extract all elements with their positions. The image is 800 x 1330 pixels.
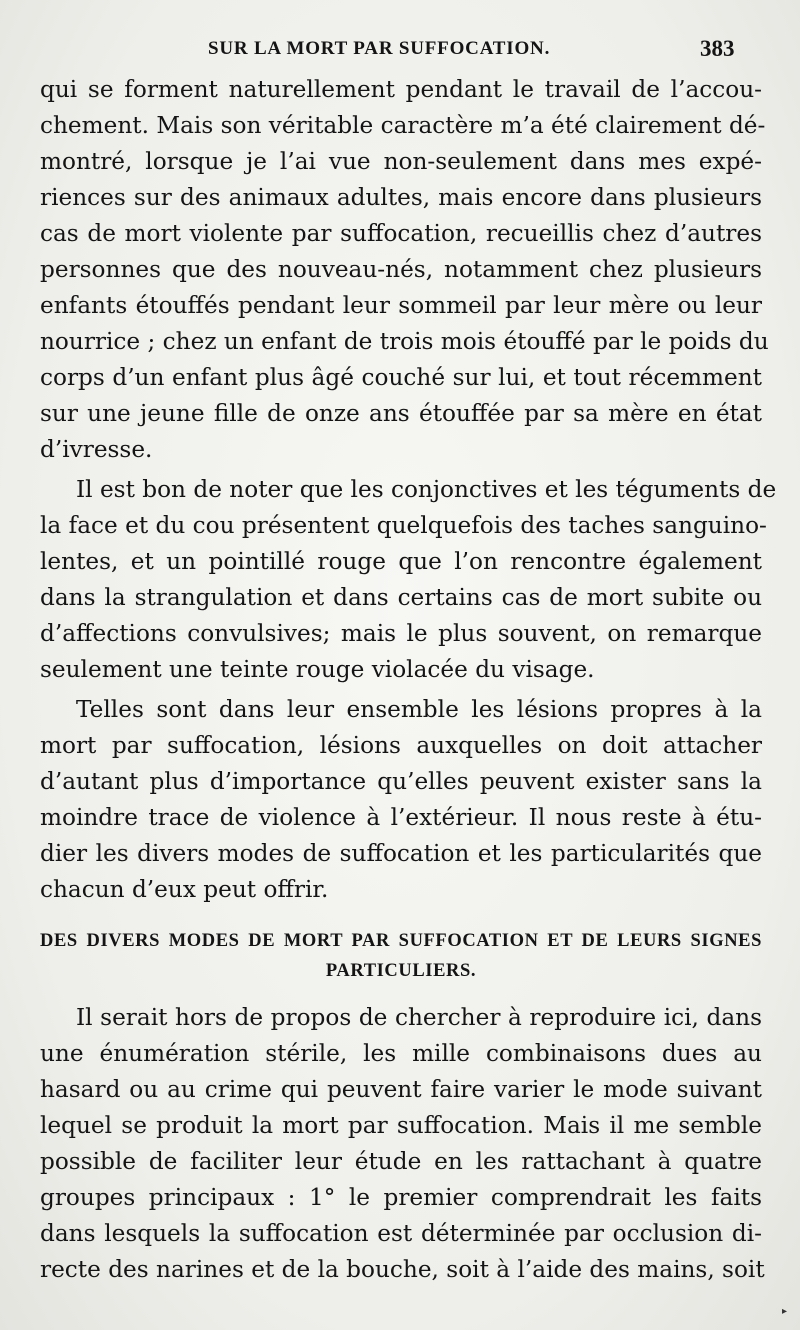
section-heading-line: PARTICULIERS. bbox=[325, 961, 477, 981]
text-line: riences sur des animaux adultes, mais encore dans plusieurs bbox=[40, 184, 762, 211]
text-line: qui se forment naturellement pendant le travail de l’accou- bbox=[40, 76, 762, 103]
text-line: montré, lorsque je l’ai vue non-seulement dans mes expé- bbox=[40, 148, 762, 175]
text-line: groupes principaux : 1° le premier comprendrait les faits bbox=[40, 1184, 762, 1211]
text-line: Il serait hors de propos de chercher à reproduire ici, dans bbox=[76, 1004, 762, 1031]
text-line: sur une jeune fille de onze ans étouffée par sa mère en état bbox=[40, 400, 762, 427]
paragraph-continuation bbox=[40, 72, 769, 468]
running-header bbox=[0, 38, 800, 66]
text-line: possible de faciliter leur étude en les rattachant à quatre bbox=[40, 1148, 762, 1175]
text-line: d’autant plus d’importance qu’elles peuvent exister sans la bbox=[40, 768, 762, 795]
text-line: cas de mort violente par suffocation, recueillis chez d’autres bbox=[40, 220, 762, 247]
text-line: d’affections convulsives; mais le plus souvent, on remarque bbox=[40, 620, 762, 647]
text-line: la face et du cou présentent quelquefois des taches sanguino- bbox=[40, 512, 767, 539]
text-line: Il est bon de noter que les conjonctives et les téguments de bbox=[76, 476, 777, 503]
page-number: 383 bbox=[700, 36, 735, 61]
text-line: une énumération stérile, les mille combinaisons dues au bbox=[40, 1040, 762, 1067]
text-line: chacun d’eux peut offrir. bbox=[40, 876, 329, 903]
text-line: nourrice ; chez un enfant de trois mois étouffé par le poids du bbox=[40, 328, 769, 355]
text-line: enfants étouffés pendant leur sommeil par leur mère ou leur bbox=[40, 292, 762, 319]
text-line: corps d’un enfant plus âgé couché sur lui, et tout récemment bbox=[40, 364, 762, 391]
text-line: recte des narines et de la bouche, soit à l’aide des mains, soit bbox=[40, 1256, 765, 1283]
corner-mark-icon: ▸ bbox=[782, 1306, 788, 1317]
text-line: lentes, et un pointillé rouge que l’on rencontre également bbox=[40, 548, 762, 575]
paragraph bbox=[40, 472, 777, 688]
section-heading-line: DES DIVERS MODES DE MORT PAR SUFFOCATION ET DE LEURS SIGNES bbox=[40, 931, 762, 951]
text-line: personnes que des nouveau-nés, notamment chez plusieurs bbox=[40, 256, 762, 283]
text-line: d’ivresse. bbox=[40, 436, 153, 463]
paragraph bbox=[40, 1000, 765, 1288]
paragraph bbox=[40, 692, 762, 908]
text-line: seulement une teinte rouge violacée du visage. bbox=[40, 656, 595, 683]
text-line: hasard ou au crime qui peuvent faire varier le mode suivant bbox=[40, 1076, 762, 1103]
section-heading bbox=[40, 926, 762, 986]
text-line: Telles sont dans leur ensemble les lésions propres à la bbox=[76, 696, 762, 723]
running-title: SUR LA MORT PAR SUFFOCATION. bbox=[208, 38, 551, 59]
text-line: lequel se produit la mort par suffocation. Mais il me semble bbox=[40, 1112, 762, 1139]
text-line: dans lesquels la suffocation est déterminée par occlusion di- bbox=[40, 1220, 762, 1247]
text-line: moindre trace de violence à l’extérieur. Il nous reste à étu- bbox=[40, 804, 762, 831]
body-text bbox=[40, 72, 777, 1288]
text-line: dier les divers modes de suffocation et les particularités que bbox=[40, 840, 762, 867]
text-line: dans la strangulation et dans certains cas de mort subite ou bbox=[40, 584, 762, 611]
text-line: mort par suffocation, lésions auxquelles on doit attacher bbox=[40, 732, 762, 759]
text-line: chement. Mais son véritable caractère m’a été clairement dé- bbox=[40, 112, 766, 139]
